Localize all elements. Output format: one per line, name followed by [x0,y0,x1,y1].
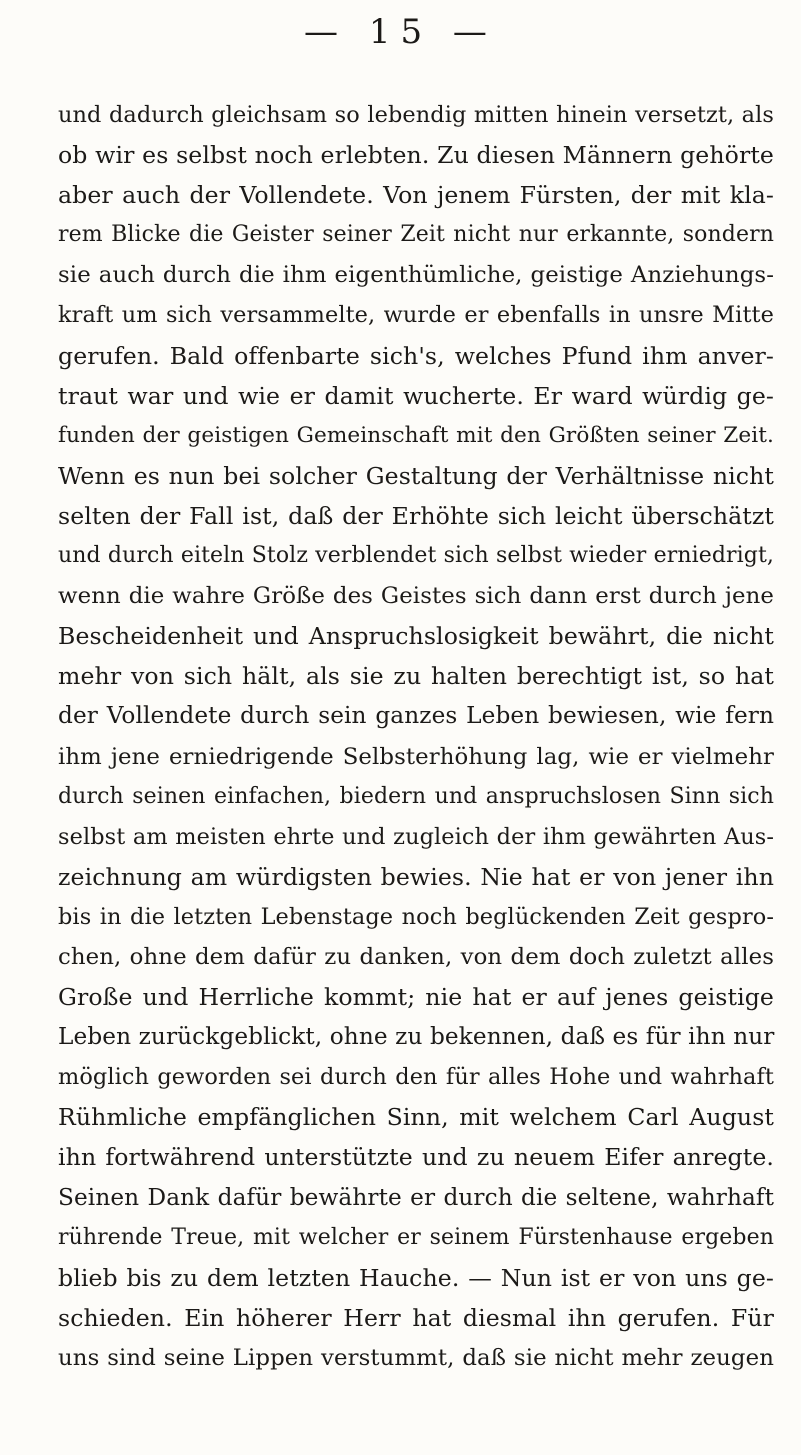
text-line: durch seinen einfachen, biedern und anspruchslosen Sinn sich [58,783,774,809]
text-line: rührende Treue, mit welcher er seinem Fürstenhause ergeben [58,1224,774,1250]
text-line: uns sind seine Lippen verstummt, daß sie nicht mehr zeugen [58,1344,774,1371]
text-line: chen, ohne dem dafür zu danken, von dem doch zuletzt alles [58,943,774,970]
text-line: gerufen. Bald offenbarte sich's, welches Pfund ihm anver- [58,341,774,370]
text-line: möglich geworden sei durch den für alles Hohe und wahrhaft [58,1064,774,1091]
text-line: blieb bis zu dem letzten Hauche. — Nun ist er von uns ge- [58,1263,774,1292]
text-line: zeichnung am würdigsten bewies. Nie hat er von jener ihn [58,862,774,891]
text-line: funden der geistigen Gemeinschaft mit den Größten seiner Zeit. [58,422,774,448]
text-line: schieden. Ein höherer Herr hat diesmal ihn gerufen. Für [58,1303,774,1332]
text-line: selten der Fall ist, daß der Erhöhte sich leicht überschätzt [58,501,774,530]
text-line: mehr von sich hält, als sie zu halten berechtigt ist, so hat [58,662,774,691]
text-line: Seinen Dank dafür bewährte er durch die seltene, wahrhaft [58,1183,774,1211]
text-line: sie auch durch die ihm eigenthümliche, geistige Anziehungs- [58,262,774,289]
text-line: ihn fortwährend unterstützte und zu neuem Eifer anregte. [58,1143,774,1172]
page-number: — 15 — [304,12,497,52]
text-line: und dadurch gleichsam so lebendig mitten hinein versetzt, als [58,102,774,128]
text-line: selbst am meisten ehrte und zugleich der ihm gewährten Aus- [58,823,774,850]
body-text [58,95,774,1378]
text-line: Bescheidenheit und Anspruchslosigkeit bewährt, die nicht [58,622,774,651]
text-line: rem Blicke die Geister seiner Zeit nicht nur erkannte, sondern [58,222,774,248]
text-line: Große und Herrliche kommt; nie hat er auf jenes geistige [58,983,774,1012]
text-line: ihm jene erniedrigende Selbsterhöhung lag, wie er vielmehr [58,743,774,770]
text-line: Wenn es nun bei solcher Gestaltung der Verhältnisse nicht [58,461,774,490]
text-line: kraft um sich versammelte, wurde er ebenfalls in unsre Mitte [58,302,774,329]
text-line: bis in die letzten Lebenstage noch beglückenden Zeit gespro- [58,903,774,930]
text-line: wenn die wahre Größe des Geistes sich dann erst durch jene [58,583,774,610]
text-line: Leben zurückgeblickt, ohne zu bekennen, daß es für ihn nur [58,1023,775,1051]
text-line: aber auch der Vollendete. Von jenem Fürsten, der mit kla- [58,181,774,210]
text-line: traut war und wie er damit wucherte. Er ward würdig ge- [58,381,774,410]
text-line: und durch eiteln Stolz verblendet sich selbst wieder erniedrigt, [58,543,774,569]
text-line: der Vollendete durch sein ganzes Leben bewiesen, wie fern [58,702,774,730]
text-line: Rühmliche empfänglichen Sinn, mit welchem Carl August [58,1103,774,1132]
text-line: ob wir es selbst noch erlebten. Zu diesen Männern gehörte [58,141,774,170]
